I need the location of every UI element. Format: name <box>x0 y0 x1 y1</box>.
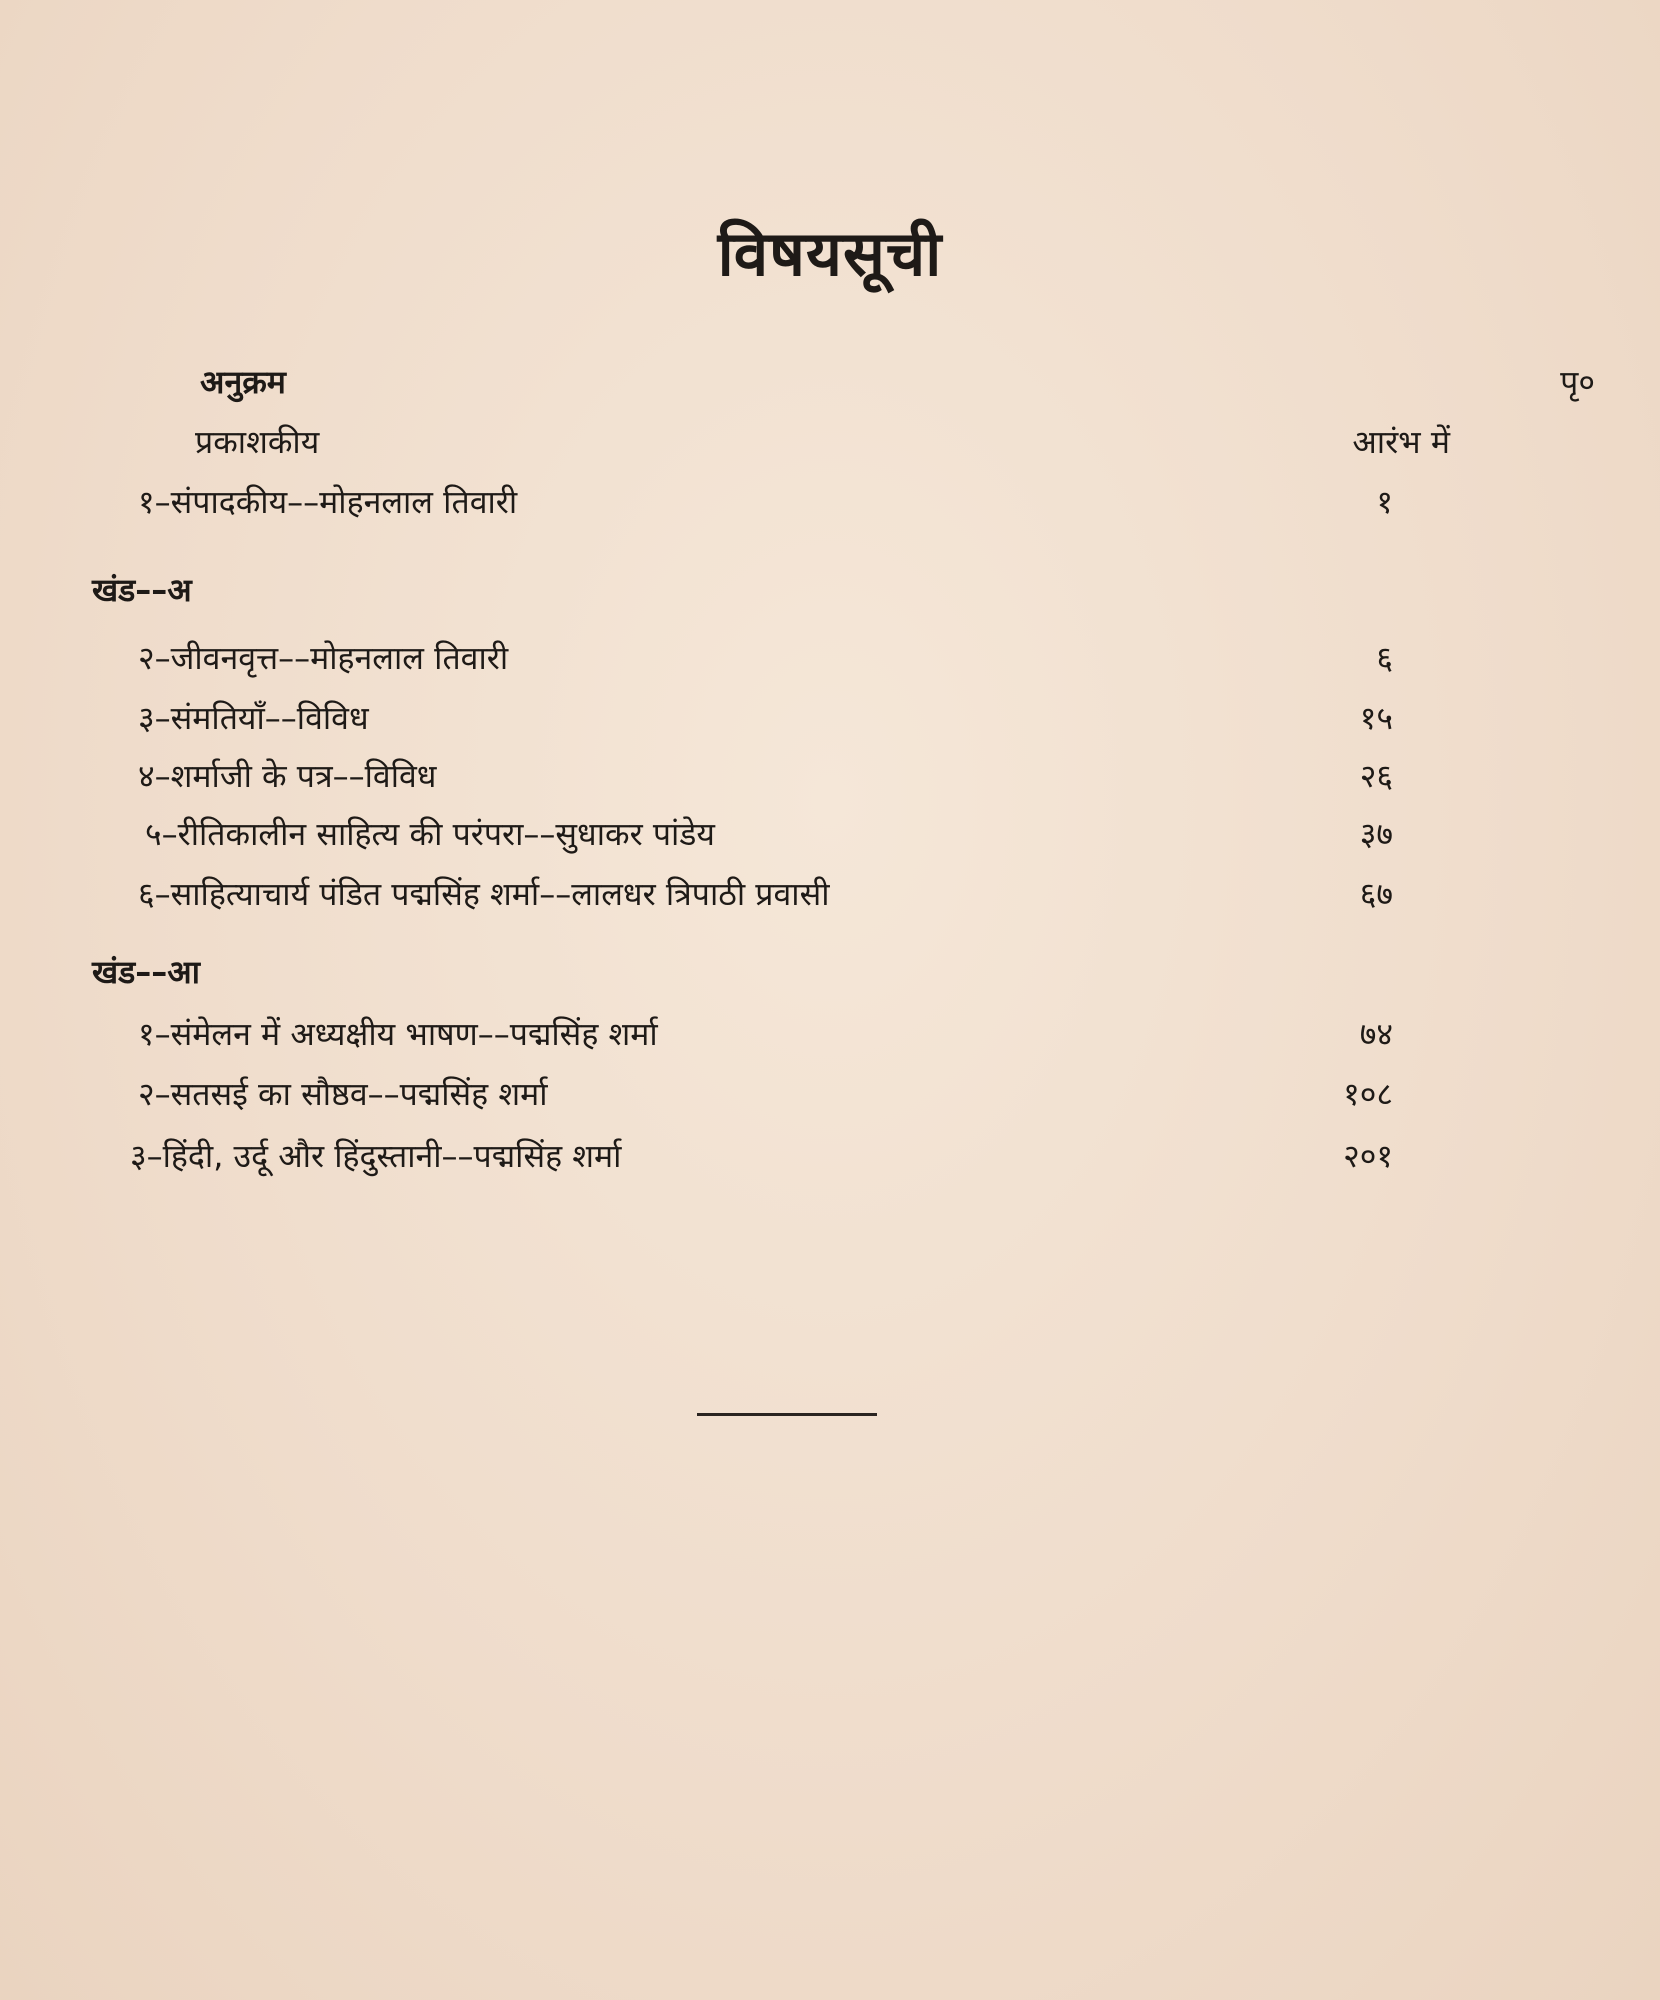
header-right-label: पृ० <box>1560 363 1595 401</box>
entry-page: २०१ <box>1343 1137 1393 1175</box>
entry-label: ५–रीतिकालीन साहित्य की परंपरा––सुधाकर पांडेय <box>145 815 715 853</box>
page-title: विषयसूची <box>717 217 943 290</box>
entry-label: ६–साहित्याचार्य पंडित पद्मसिंह शर्मा––लालधर त्रिपाठी प्रवासी <box>138 875 830 913</box>
entry-label: २–जीवनवृत्त––मोहनलाल तिवारी <box>138 639 509 677</box>
section-title: खंड––आ <box>92 953 201 991</box>
entry-page: ६७ <box>1359 875 1393 913</box>
entry-page: २६ <box>1359 757 1393 795</box>
entry-page: ३७ <box>1359 815 1393 853</box>
entry-page: आरंभ में <box>1352 423 1450 461</box>
section-title: खंड––अ <box>92 571 192 609</box>
entry-page: १०८ <box>1343 1075 1393 1113</box>
entry-page: ६ <box>1376 639 1393 677</box>
entry-label: ३–संमतियाँ––विविध <box>138 699 369 737</box>
closing-rule <box>697 1413 877 1416</box>
entry-label: ३–हिंदी, उर्दू और हिंदुस्तानी––पद्मसिंह शर्मा <box>130 1137 622 1175</box>
entry-page: १५ <box>1359 699 1393 737</box>
entry-label: १–संपादकीय––मोहनलाल तिवारी <box>138 483 518 521</box>
entry-page: ७४ <box>1359 1015 1393 1053</box>
entry-label: ४–शर्माजी के पत्र––विविध <box>138 757 437 795</box>
entry-page: १ <box>1376 483 1393 521</box>
header-left-label: अनुक्रम <box>200 363 286 401</box>
entry-label: २–सतसई का सौष्ठव––पद्मसिंह शर्मा <box>138 1075 548 1113</box>
entry-label: १–संमेलन में अध्यक्षीय भाषण––पद्मसिंह शर्मा <box>138 1015 658 1053</box>
entry-label: प्रकाशकीय <box>195 423 320 461</box>
